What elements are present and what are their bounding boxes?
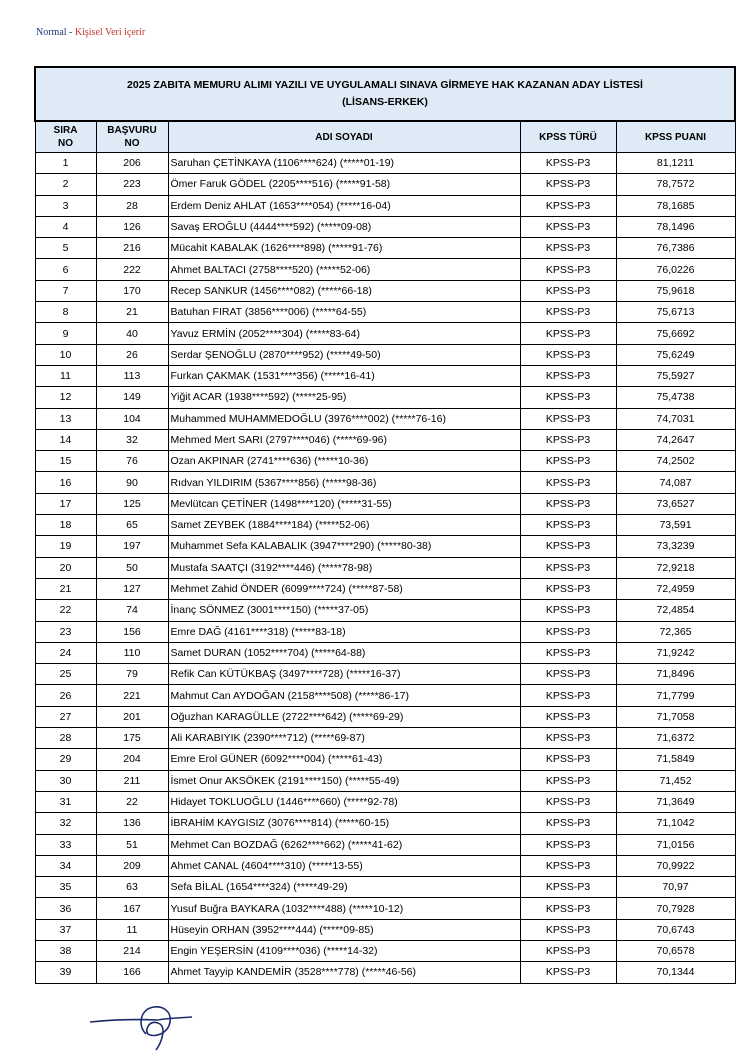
table-row: [35, 429, 735, 450]
cell-basvuru-no: 50: [96, 557, 168, 578]
header-sira-no: [35, 121, 96, 153]
cell-kpss-score: 71,0156: [616, 834, 735, 855]
cell-kpss-type: KPSS-P3: [520, 642, 616, 663]
cell-sira-no: 30: [35, 770, 96, 791]
cell-kpss-type: KPSS-P3: [520, 216, 616, 237]
cell-kpss-type: KPSS-P3: [520, 302, 616, 323]
cell-name: Oğuzhan KARAGÜLLE (2722****642) (*****69-29): [168, 706, 520, 727]
cell-kpss-score: 78,1685: [616, 195, 735, 216]
cell-sira-no: 6: [35, 259, 96, 280]
cell-kpss-score: 70,97: [616, 877, 735, 898]
table-title-line1: 2025 ZABITA MEMURU ALIMI YAZILI VE UYGULAMALI SINAVA GİRMEYE HAK KAZANAN ADAY LİSTESİ: [127, 79, 643, 91]
cell-kpss-score: 75,9618: [616, 280, 735, 301]
cell-kpss-score: 71,7058: [616, 706, 735, 727]
table-row: [35, 877, 735, 898]
cell-name: Yavuz ERMİN (2052****304) (*****83-64): [168, 323, 520, 344]
cell-name: Batuhan FIRAT (3856****006) (*****64-55): [168, 302, 520, 323]
cell-basvuru-no: 204: [96, 749, 168, 770]
cell-name: Mevlütcan ÇETİNER (1498****120) (*****31-55): [168, 493, 520, 514]
table-row: [35, 365, 735, 386]
cell-basvuru-no: 156: [96, 621, 168, 642]
cell-kpss-score: 71,3649: [616, 791, 735, 812]
table-row: [35, 855, 735, 876]
cell-kpss-type: KPSS-P3: [520, 813, 616, 834]
cell-basvuru-no: 209: [96, 855, 168, 876]
cell-sira-no: 24: [35, 642, 96, 663]
cell-sira-no: 39: [35, 962, 96, 983]
header-sira-line1: SIRA: [53, 125, 78, 136]
table-row: [35, 940, 735, 961]
cell-kpss-type: KPSS-P3: [520, 621, 616, 642]
cell-sira-no: 29: [35, 749, 96, 770]
table-title: [35, 67, 735, 121]
cell-kpss-type: KPSS-P3: [520, 834, 616, 855]
cell-name: Serdar ŞENOĞLU (2870****952) (*****49-50): [168, 344, 520, 365]
cell-name: Ahmet Tayyip KANDEMİR (3528****778) (*****46-56): [168, 962, 520, 983]
cell-kpss-score: 74,087: [616, 472, 735, 493]
cell-name: Yusuf Buğra BAYKARA (1032****488) (*****10-12): [168, 898, 520, 919]
cell-kpss-score: 71,8496: [616, 664, 735, 685]
cell-name: Mehmet Zahid ÖNDER (6099****724) (*****87-58): [168, 578, 520, 599]
cell-sira-no: 21: [35, 578, 96, 599]
cell-name: Mücahit KABALAK (1626****898) (*****91-76): [168, 238, 520, 259]
cell-basvuru-no: 11: [96, 919, 168, 940]
cell-basvuru-no: 125: [96, 493, 168, 514]
cell-basvuru-no: 206: [96, 153, 168, 174]
cell-kpss-type: KPSS-P3: [520, 919, 616, 940]
cell-basvuru-no: 214: [96, 940, 168, 961]
header-basvuru-no: [96, 121, 168, 153]
candidate-list: [34, 66, 734, 984]
cell-basvuru-no: 170: [96, 280, 168, 301]
cell-name: İsmet Onur AKSÖKEK (2191****150) (*****55-49): [168, 770, 520, 791]
cell-basvuru-no: 90: [96, 472, 168, 493]
table-row: [35, 600, 735, 621]
cell-kpss-type: KPSS-P3: [520, 195, 616, 216]
cell-name: Emre DAĞ (4161****318) (*****83-18): [168, 621, 520, 642]
header-basvuru-line2: NO: [124, 138, 140, 149]
cell-kpss-type: KPSS-P3: [520, 898, 616, 919]
cell-basvuru-no: 223: [96, 174, 168, 195]
table-row: [35, 323, 735, 344]
cell-kpss-score: 73,6527: [616, 493, 735, 514]
cell-basvuru-no: 126: [96, 216, 168, 237]
cell-name: Ozan AKPINAR (2741****636) (*****10-36): [168, 451, 520, 472]
cell-kpss-type: KPSS-P3: [520, 578, 616, 599]
cell-name: Hüseyin ORHAN (3952****444) (*****09-85): [168, 919, 520, 940]
cell-kpss-score: 76,0226: [616, 259, 735, 280]
cell-basvuru-no: 65: [96, 515, 168, 536]
table-row: [35, 344, 735, 365]
table-row: [35, 621, 735, 642]
cell-basvuru-no: 175: [96, 728, 168, 749]
cell-kpss-type: KPSS-P3: [520, 153, 616, 174]
cell-kpss-score: 71,5849: [616, 749, 735, 770]
cell-kpss-score: 73,3239: [616, 536, 735, 557]
cell-sira-no: 4: [35, 216, 96, 237]
cell-kpss-type: KPSS-P3: [520, 387, 616, 408]
cell-sira-no: 11: [35, 365, 96, 386]
cell-kpss-score: 71,7799: [616, 685, 735, 706]
cell-name: Emre Erol GÜNER (6092****004) (*****61-43): [168, 749, 520, 770]
cell-kpss-score: 71,452: [616, 770, 735, 791]
cell-sira-no: 23: [35, 621, 96, 642]
table-row: [35, 834, 735, 855]
cell-kpss-score: 74,7031: [616, 408, 735, 429]
cell-name: Saruhan ÇETİNKAYA (1106****624) (*****01-19): [168, 153, 520, 174]
table-row: [35, 898, 735, 919]
cell-kpss-score: 75,6692: [616, 323, 735, 344]
cell-kpss-score: 78,7572: [616, 174, 735, 195]
cell-name: Mehmed Mert SARI (2797****046) (*****69-96): [168, 429, 520, 450]
cell-kpss-type: KPSS-P3: [520, 238, 616, 259]
cell-basvuru-no: 110: [96, 642, 168, 663]
table-row: [35, 728, 735, 749]
cell-sira-no: 8: [35, 302, 96, 323]
table-row: [35, 515, 735, 536]
cell-basvuru-no: 201: [96, 706, 168, 727]
table-row: [35, 578, 735, 599]
cell-basvuru-no: 79: [96, 664, 168, 685]
cell-kpss-score: 75,5927: [616, 365, 735, 386]
cell-sira-no: 34: [35, 855, 96, 876]
cell-sira-no: 27: [35, 706, 96, 727]
cell-kpss-type: KPSS-P3: [520, 451, 616, 472]
cell-name: Mustafa SAATÇI (3192****446) (*****78-98): [168, 557, 520, 578]
table-row: [35, 557, 735, 578]
signature: [88, 1004, 198, 1052]
header-kpss-type: KPSS TÜRÜ: [520, 121, 616, 153]
cell-basvuru-no: 149: [96, 387, 168, 408]
table-row: [35, 259, 735, 280]
classification-level: Normal: [36, 27, 67, 38]
cell-kpss-type: KPSS-P3: [520, 408, 616, 429]
cell-name: İnanç SÖNMEZ (3001****150) (*****37-05): [168, 600, 520, 621]
cell-sira-no: 9: [35, 323, 96, 344]
cell-sira-no: 38: [35, 940, 96, 961]
cell-basvuru-no: 136: [96, 813, 168, 834]
cell-basvuru-no: 51: [96, 834, 168, 855]
cell-basvuru-no: 127: [96, 578, 168, 599]
cell-name: Furkan ÇAKMAK (1531****356) (*****16-41): [168, 365, 520, 386]
cell-name: Erdem Deniz AHLAT (1653****054) (*****16-04): [168, 195, 520, 216]
cell-sira-no: 14: [35, 429, 96, 450]
cell-basvuru-no: 63: [96, 877, 168, 898]
table-row: [35, 280, 735, 301]
cell-kpss-type: KPSS-P3: [520, 493, 616, 514]
table-row: [35, 791, 735, 812]
cell-sira-no: 33: [35, 834, 96, 855]
cell-kpss-type: KPSS-P3: [520, 365, 616, 386]
cell-kpss-score: 74,2647: [616, 429, 735, 450]
cell-sira-no: 22: [35, 600, 96, 621]
cell-kpss-type: KPSS-P3: [520, 791, 616, 812]
cell-kpss-score: 70,1344: [616, 962, 735, 983]
cell-sira-no: 32: [35, 813, 96, 834]
cell-sira-no: 19: [35, 536, 96, 557]
cell-sira-no: 35: [35, 877, 96, 898]
cell-name: Rıdvan YILDIRIM (5367****856) (*****98-36): [168, 472, 520, 493]
cell-kpss-type: KPSS-P3: [520, 515, 616, 536]
cell-kpss-score: 72,365: [616, 621, 735, 642]
cell-kpss-type: KPSS-P3: [520, 536, 616, 557]
cell-kpss-type: KPSS-P3: [520, 962, 616, 983]
classification-separator: -: [66, 27, 75, 38]
classification-note: Kişisel Veri içerir: [74, 27, 146, 38]
cell-kpss-score: 70,6578: [616, 940, 735, 961]
cell-name: Recep SANKUR (1456****082) (*****66-18): [168, 280, 520, 301]
table-row: [35, 472, 735, 493]
table-row: [35, 238, 735, 259]
cell-kpss-score: 72,4959: [616, 578, 735, 599]
cell-name: Refik Can KÜTÜKBAŞ (3497****728) (*****16-37): [168, 664, 520, 685]
cell-kpss-score: 75,4738: [616, 387, 735, 408]
cell-name: Hidayet TOKLUOĞLU (1446****660) (*****92-78): [168, 791, 520, 812]
cell-basvuru-no: 216: [96, 238, 168, 259]
table-row: [35, 153, 735, 174]
cell-sira-no: 31: [35, 791, 96, 812]
table-row: [35, 962, 735, 983]
cell-kpss-score: 75,6713: [616, 302, 735, 323]
cell-kpss-type: KPSS-P3: [520, 323, 616, 344]
cell-kpss-score: 70,9922: [616, 855, 735, 876]
cell-kpss-type: KPSS-P3: [520, 174, 616, 195]
candidate-table: [34, 66, 736, 984]
cell-sira-no: 7: [35, 280, 96, 301]
cell-kpss-score: 76,7386: [616, 238, 735, 259]
cell-name: Yiğit ACAR (1938****592) (*****25-95): [168, 387, 520, 408]
cell-basvuru-no: 21: [96, 302, 168, 323]
cell-kpss-score: 73,591: [616, 515, 735, 536]
cell-name: Mehmet Can BOZDAĞ (6262****662) (*****41-62): [168, 834, 520, 855]
cell-kpss-score: 70,7928: [616, 898, 735, 919]
table-title-line2: (LİSANS-ERKEK): [342, 96, 428, 108]
cell-kpss-type: KPSS-P3: [520, 664, 616, 685]
cell-name: Muhammed MUHAMMEDOĞLU (3976****002) (*****76-16): [168, 408, 520, 429]
cell-kpss-type: KPSS-P3: [520, 280, 616, 301]
cell-basvuru-no: 197: [96, 536, 168, 557]
cell-sira-no: 15: [35, 451, 96, 472]
table-row: [35, 195, 735, 216]
cell-sira-no: 25: [35, 664, 96, 685]
classification-label: [36, 27, 145, 38]
cell-kpss-type: KPSS-P3: [520, 749, 616, 770]
cell-basvuru-no: 104: [96, 408, 168, 429]
header-sira-line2: NO: [58, 138, 73, 149]
table-row: [35, 706, 735, 727]
cell-basvuru-no: 74: [96, 600, 168, 621]
table-row: [35, 642, 735, 663]
table-row: [35, 536, 735, 557]
table-row: [35, 493, 735, 514]
cell-kpss-type: KPSS-P3: [520, 728, 616, 749]
cell-basvuru-no: 40: [96, 323, 168, 344]
cell-basvuru-no: 221: [96, 685, 168, 706]
cell-kpss-score: 81,1211: [616, 153, 735, 174]
cell-basvuru-no: 22: [96, 791, 168, 812]
table-row: [35, 664, 735, 685]
cell-kpss-score: 71,6372: [616, 728, 735, 749]
table-row: [35, 387, 735, 408]
cell-name: Ömer Faruk GÖDEL (2205****516) (*****91-58): [168, 174, 520, 195]
cell-basvuru-no: 32: [96, 429, 168, 450]
cell-kpss-type: KPSS-P3: [520, 344, 616, 365]
table-row: [35, 919, 735, 940]
cell-name: Engin YEŞERSİN (4109****036) (*****14-32): [168, 940, 520, 961]
cell-sira-no: 3: [35, 195, 96, 216]
table-row: [35, 174, 735, 195]
table-body: [35, 153, 735, 984]
cell-kpss-score: 75,6249: [616, 344, 735, 365]
cell-kpss-type: KPSS-P3: [520, 472, 616, 493]
header-kpss-score: KPSS PUANI: [616, 121, 735, 153]
table-row: [35, 813, 735, 834]
cell-basvuru-no: 113: [96, 365, 168, 386]
cell-sira-no: 36: [35, 898, 96, 919]
cell-kpss-score: 71,9242: [616, 642, 735, 663]
cell-basvuru-no: 28: [96, 195, 168, 216]
table-row: [35, 216, 735, 237]
cell-name: Samet DURAN (1052****704) (*****64-88): [168, 642, 520, 663]
cell-name: Ahmet CANAL (4604****310) (*****13-55): [168, 855, 520, 876]
cell-name: Sefa BİLAL (1654****324) (*****49-29): [168, 877, 520, 898]
cell-sira-no: 5: [35, 238, 96, 259]
cell-kpss-type: KPSS-P3: [520, 877, 616, 898]
header-name: ADI SOYADI: [168, 121, 520, 153]
cell-name: Savaş EROĞLU (4444****592) (*****09-08): [168, 216, 520, 237]
cell-sira-no: 28: [35, 728, 96, 749]
cell-basvuru-no: 211: [96, 770, 168, 791]
cell-sira-no: 18: [35, 515, 96, 536]
header-basvuru-line1: BAŞVURU: [107, 125, 157, 136]
cell-basvuru-no: 167: [96, 898, 168, 919]
table-row: [35, 749, 735, 770]
cell-basvuru-no: 166: [96, 962, 168, 983]
cell-kpss-score: 72,9218: [616, 557, 735, 578]
table-row: [35, 685, 735, 706]
cell-sira-no: 17: [35, 493, 96, 514]
cell-kpss-type: KPSS-P3: [520, 259, 616, 280]
cell-basvuru-no: 26: [96, 344, 168, 365]
cell-kpss-type: KPSS-P3: [520, 429, 616, 450]
cell-sira-no: 20: [35, 557, 96, 578]
table-row: [35, 770, 735, 791]
cell-name: Mahmut Can AYDOĞAN (2158****508) (*****86-17): [168, 685, 520, 706]
cell-kpss-type: KPSS-P3: [520, 706, 616, 727]
cell-sira-no: 13: [35, 408, 96, 429]
cell-sira-no: 1: [35, 153, 96, 174]
cell-kpss-score: 78,1496: [616, 216, 735, 237]
cell-basvuru-no: 76: [96, 451, 168, 472]
cell-sira-no: 2: [35, 174, 96, 195]
cell-name: İBRAHİM KAYGISIZ (3076****814) (*****60-15): [168, 813, 520, 834]
cell-name: Ali KARABIYIK (2390****712) (*****69-87): [168, 728, 520, 749]
cell-sira-no: 37: [35, 919, 96, 940]
table-row: [35, 302, 735, 323]
cell-name: Ahmet BALTACI (2758****520) (*****52-06): [168, 259, 520, 280]
cell-sira-no: 10: [35, 344, 96, 365]
cell-sira-no: 26: [35, 685, 96, 706]
cell-kpss-type: KPSS-P3: [520, 770, 616, 791]
cell-kpss-type: KPSS-P3: [520, 855, 616, 876]
cell-basvuru-no: 222: [96, 259, 168, 280]
cell-kpss-type: KPSS-P3: [520, 557, 616, 578]
cell-name: Samet ZEYBEK (1884****184) (*****52-06): [168, 515, 520, 536]
cell-sira-no: 16: [35, 472, 96, 493]
cell-kpss-score: 72,4854: [616, 600, 735, 621]
cell-kpss-type: KPSS-P3: [520, 685, 616, 706]
cell-name: Muhammet Sefa KALABALIK (3947****290) (*****80-38): [168, 536, 520, 557]
table-row: [35, 451, 735, 472]
table-row: [35, 408, 735, 429]
cell-sira-no: 12: [35, 387, 96, 408]
cell-kpss-type: KPSS-P3: [520, 940, 616, 961]
cell-kpss-score: 71,1042: [616, 813, 735, 834]
cell-kpss-type: KPSS-P3: [520, 600, 616, 621]
cell-kpss-score: 74,2502: [616, 451, 735, 472]
cell-kpss-score: 70,6743: [616, 919, 735, 940]
